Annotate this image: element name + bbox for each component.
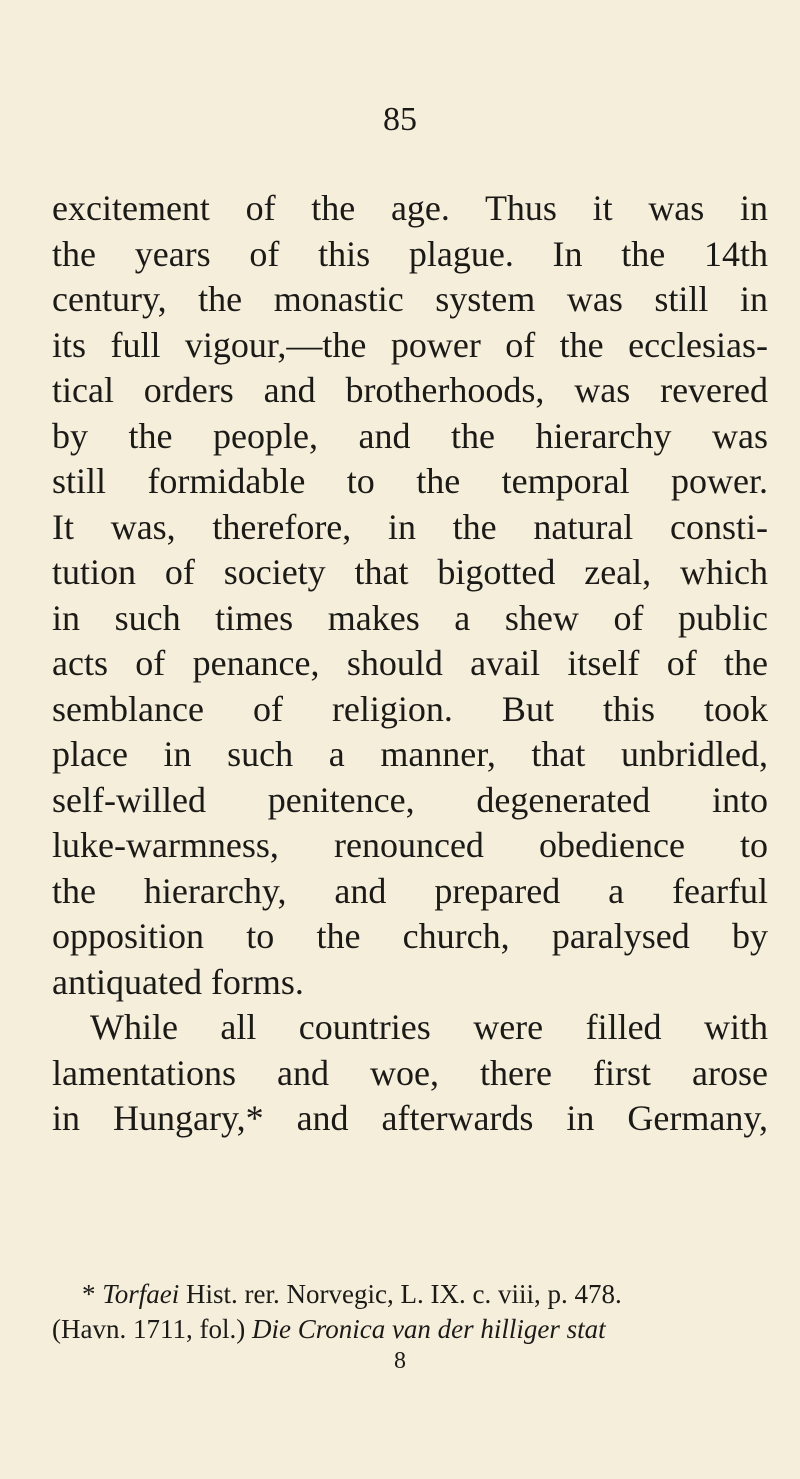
text-line: While all countries were filled with [90,1007,768,1047]
text-line: opposition to the church, paralysed by [52,916,768,956]
text-line: century, the monastic system was still in [52,279,768,319]
text-line: by the people, and the hierarchy was [52,415,768,456]
text-line: It was, therefore, in the natural consti- [52,506,768,547]
text-line: tical orders and brotherhoods, was revered [52,370,768,410]
text-line: tution of society that bigotted zeal, which [52,552,768,592]
footnote-line [52,1312,768,1347]
footnote [52,1277,768,1347]
body-text [52,186,768,1142]
page-number: 85 [383,101,417,138]
footnote-publication: (Havn. 1711, fol.) [52,1314,246,1344]
footnote-citation: Hist. rer. Norvegic, L. IX. c. viii, p. 478. [186,1279,622,1309]
footnote-mark: * [82,1279,96,1309]
footnote-author: Torfaei [102,1279,180,1309]
text-line: excitement of the age. Thus it was in [52,188,768,228]
text-line: in such times makes a shew of public [52,597,768,638]
text-line: the hierarchy, and prepared a fearful [52,870,768,911]
text-line: place in such a manner, that unbridled, [52,734,768,774]
text-line: in Hungary,* and afterwards in Germany, [52,1098,768,1138]
text-line: luke-warmness, renounced obedience to [52,825,768,865]
text-line: semblance of religion. But this took [52,688,768,729]
text-line: the years of this plague. In the 14th [52,233,768,274]
text-line: acts of penance, should avail itself of the [52,643,768,683]
text-line: self-willed penitence, degenerated into [52,779,768,820]
text-line: still formidable to the temporal power. [52,461,768,501]
footnote-work-title: Die Cronica van der hilliger stat [251,1314,606,1344]
text-line: its full vigour,—the power of the ecclesias- [52,324,768,365]
footnote-line [52,1277,768,1312]
signature-mark: 8 [394,1348,406,1374]
text-line: lamentations and woe, there first arose [52,1052,768,1093]
text-line: antiquated forms. [52,961,304,1002]
